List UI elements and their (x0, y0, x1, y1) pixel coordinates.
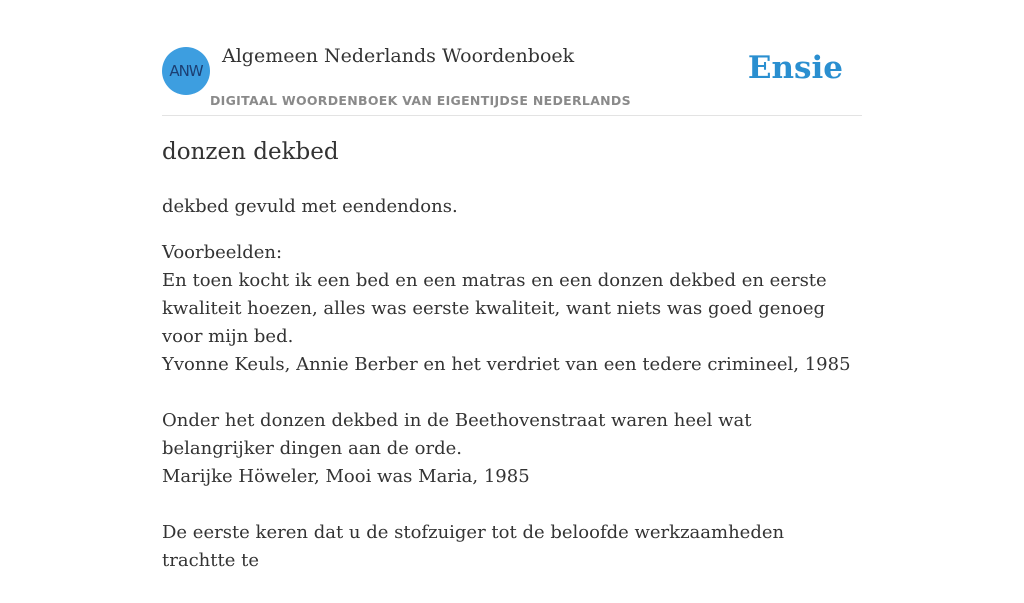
site-header (162, 0, 862, 116)
example-item (162, 519, 862, 575)
entry-definition: dekbed gevuld met eendendons. (162, 196, 458, 217)
example-source: Yvonne Keuls, Annie Berber en het verdriet van een tedere crimineel, 1985 (162, 354, 851, 375)
example-quote: De eerste keren dat u de stofzuiger tot de beloofde werkzaamheden trachtte te (162, 522, 785, 571)
example-quote: En toen kocht ik een bed en een matras en een donzen dekbed en eerste kwaliteit hoezen, alles was eerste kwaliteit, want niets was goed genoeg voor mijn bed. (162, 270, 827, 347)
anw-logo[interactable]: ANW (162, 47, 210, 95)
site-subtitle: DIGITAAL WOORDENBOEK VAN EIGENTIJDSE NEDERLANDS (210, 93, 631, 108)
example-quote: Onder het donzen dekbed in de Beethovenstraat waren heel wat belangrijker dingen aan de orde. (162, 410, 752, 459)
ensie-brand-logo[interactable]: Ensie (747, 50, 843, 86)
example-item (162, 267, 862, 379)
examples-section (162, 239, 862, 603)
example-item (162, 407, 862, 491)
example-source: Marijke Höweler, Mooi was Maria, 1985 (162, 466, 530, 487)
entry-title: donzen dekbed (162, 139, 339, 165)
site-title[interactable]: Algemeen Nederlands Woordenboek (222, 45, 575, 67)
page-container (162, 0, 862, 571)
examples-label: Voorbeelden: (162, 242, 283, 263)
